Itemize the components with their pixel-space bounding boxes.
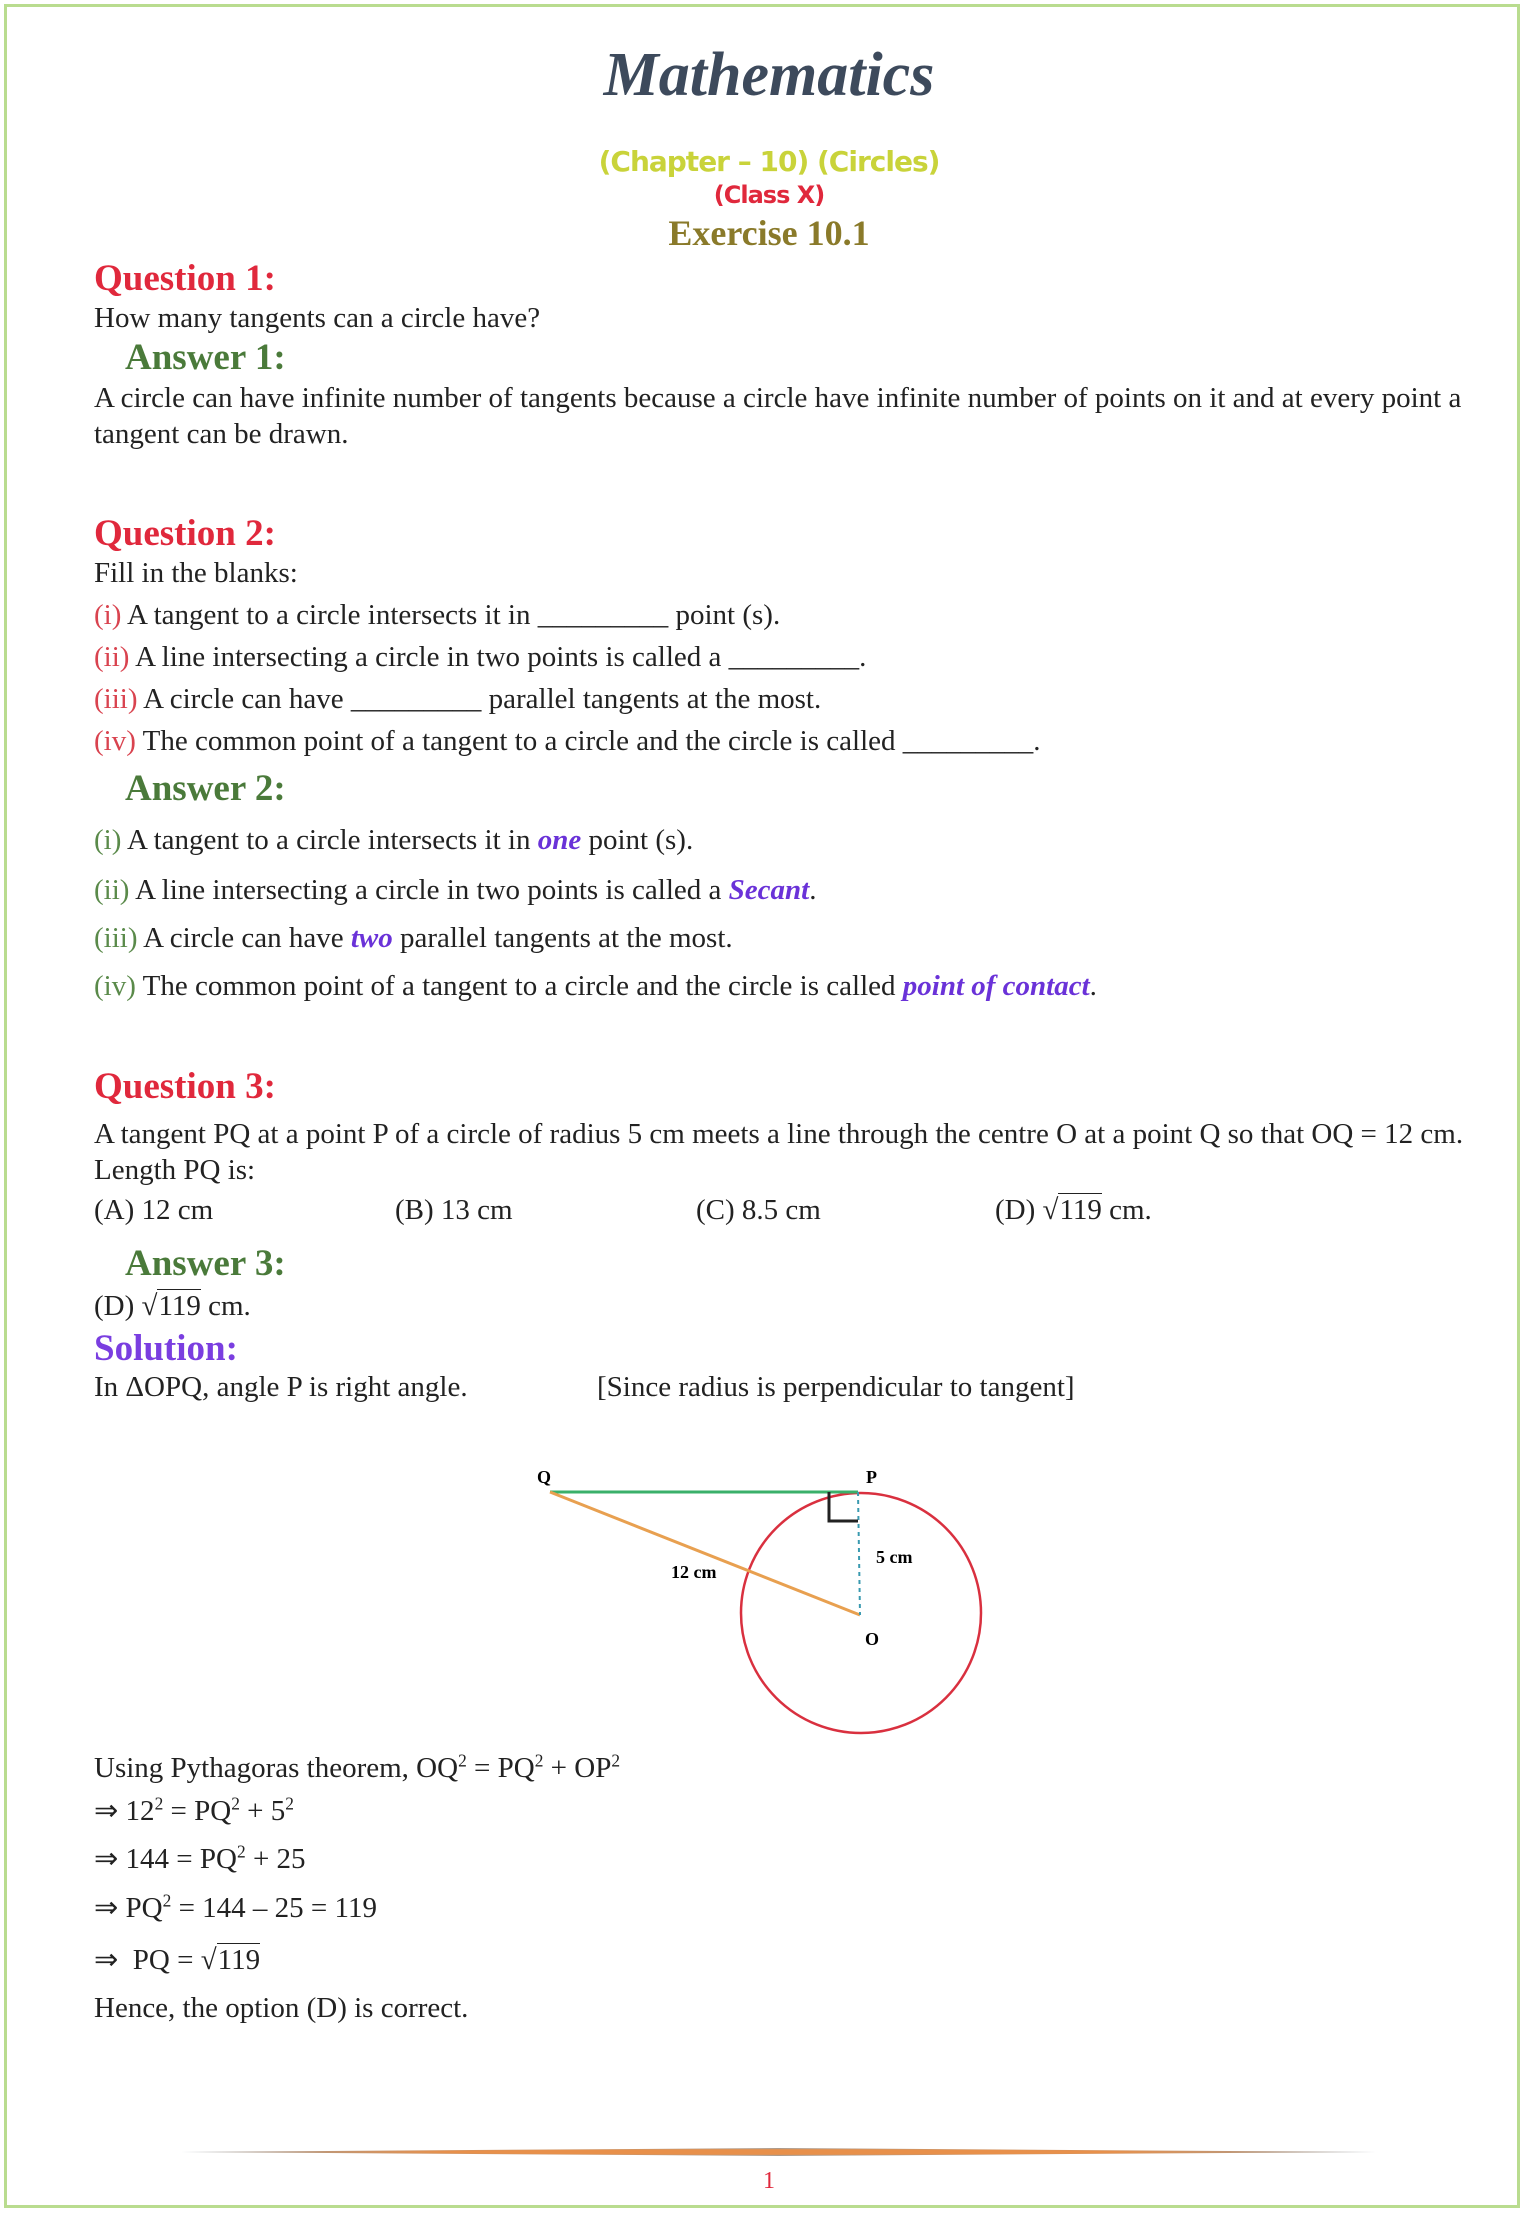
answer-fill: Secant xyxy=(728,874,810,906)
option-unit: cm. xyxy=(1109,1194,1152,1226)
exponent: 2 xyxy=(611,1750,621,1771)
item-text: A tangent to a circle intersects it in _________ point (s). xyxy=(127,599,781,631)
page-number: 1 xyxy=(763,2168,775,2194)
step-text: + OP xyxy=(543,1752,612,1784)
label-oq-length: 12 cm xyxy=(671,1562,717,1582)
answer-1-text: A circle can have infinite number of tangents because a circle have infinite number of points on it and at every point a tangent can be drawn. xyxy=(94,382,1462,450)
item-label: (iii) xyxy=(94,683,138,715)
item-label: (i) xyxy=(94,824,122,856)
step-text: = 144 – 25 = 119 xyxy=(171,1892,377,1924)
step-text: + 25 xyxy=(245,1843,306,1875)
answer-text: A circle can have xyxy=(143,922,351,954)
step-pythagoras xyxy=(94,1750,620,1786)
conclusion: Hence, the option (D) is correct. xyxy=(94,1992,469,2024)
option-d: (D) √119 cm. xyxy=(995,1194,1152,1226)
answer-text: parallel tangents at the most. xyxy=(392,922,733,954)
answer-2-heading: Answer 2: xyxy=(125,768,286,809)
question-3-text: A tangent PQ at a point P of a circle of radius 5 cm meets a line through the centre O at a point Q so that OQ = 12 cm. Length PQ is: xyxy=(94,1118,1464,1186)
chapter-subtitle: (Chapter – 10) (Circles) xyxy=(598,145,940,178)
answer-text: point (s). xyxy=(581,824,694,856)
sqrt-radicand: 119 xyxy=(158,1290,201,1322)
question-3-heading: Question 3: xyxy=(94,1066,276,1107)
step-2 xyxy=(94,1841,306,1877)
exponent: 2 xyxy=(231,1793,240,1814)
option-c: (C) 8.5 cm xyxy=(696,1194,821,1226)
step-text: = PQ xyxy=(163,1795,232,1827)
item-text: A circle can have _________ parallel tangents at the most. xyxy=(143,683,822,715)
answer-text: . xyxy=(809,874,817,906)
step-text: = PQ xyxy=(466,1752,535,1784)
answer-text: The common point of a tangent to a circle and the circle is called xyxy=(142,970,903,1002)
answer-fill: one xyxy=(537,824,582,856)
item-text: The common point of a tangent to a circle and the circle is called _________. xyxy=(142,725,1041,757)
sqrt-radicand: 119 xyxy=(1059,1194,1102,1226)
question-1-heading: Question 1: xyxy=(94,258,276,299)
label-q: Q xyxy=(537,1467,552,1487)
step-text: + 5 xyxy=(239,1795,286,1827)
item-label: (ii) xyxy=(94,874,130,906)
question-2-intro: Fill in the blanks: xyxy=(94,557,298,589)
item-text: A line intersecting a circle in two points is called a _________. xyxy=(135,641,867,673)
exponent: 2 xyxy=(285,1793,294,1814)
answer-3-heading: Answer 3: xyxy=(125,1243,286,1284)
exponent: 2 xyxy=(162,1890,172,1911)
exponent: 2 xyxy=(236,1841,246,1862)
class-label: (Class X) xyxy=(713,181,825,209)
item-label: (ii) xyxy=(94,641,130,673)
step-text: ⇒ PQ = xyxy=(94,1944,201,1976)
solution-reason: [Since radius is perpendicular to tangent] xyxy=(597,1371,1075,1403)
label-o: O xyxy=(865,1629,880,1649)
answer-label: (D) xyxy=(94,1290,135,1322)
step-4: ⇒ PQ = √119 xyxy=(94,1944,261,1976)
item-label: (iii) xyxy=(94,922,138,954)
exercise-title: Exercise 10.1 xyxy=(668,213,870,253)
step-3 xyxy=(94,1890,377,1926)
answer-unit: cm. xyxy=(208,1290,251,1322)
radius-op xyxy=(858,1492,860,1615)
step-1 xyxy=(94,1793,294,1829)
option-b: (B) 13 cm xyxy=(395,1194,513,1226)
answer-3-text: (D) √119 cm. xyxy=(94,1290,251,1322)
sqrt-radicand: 119 xyxy=(217,1944,261,1976)
answer-text: A tangent to a circle intersects it in xyxy=(127,824,538,856)
label-p: P xyxy=(866,1467,877,1487)
answer-fill: point of contact xyxy=(902,970,1090,1002)
answer-text: A line intersecting a circle in two points is called a xyxy=(135,874,729,906)
option-label: (D) xyxy=(995,1194,1036,1226)
step-text: ⇒ PQ xyxy=(94,1892,163,1924)
item-label: (i) xyxy=(94,599,122,631)
answer-fill: two xyxy=(350,922,393,954)
line-oq xyxy=(550,1492,860,1615)
label-op-length: 5 cm xyxy=(876,1547,913,1567)
exponent: 2 xyxy=(154,1793,164,1814)
exponent: 2 xyxy=(458,1750,467,1771)
question-1-text: How many tangents can a circle have? xyxy=(94,302,541,334)
solution-heading: Solution: xyxy=(94,1328,238,1369)
answer-1-heading: Answer 1: xyxy=(125,337,286,378)
item-label: (iv) xyxy=(94,970,136,1002)
step-text: ⇒ 144 = PQ xyxy=(94,1843,237,1875)
circle xyxy=(741,1493,981,1733)
step-text: ⇒ 12 xyxy=(94,1795,155,1827)
option-a: (A) 12 cm xyxy=(94,1194,214,1226)
solution-statement: In ΔOPQ, angle P is right angle. xyxy=(94,1371,468,1403)
page-title: Mathematics xyxy=(603,41,935,109)
step-text: Using Pythagoras theorem, OQ xyxy=(94,1752,459,1784)
exponent: 2 xyxy=(534,1750,544,1771)
answer-text: . xyxy=(1089,970,1097,1002)
item-label: (iv) xyxy=(94,725,136,757)
question-2-heading: Question 2: xyxy=(94,513,276,554)
